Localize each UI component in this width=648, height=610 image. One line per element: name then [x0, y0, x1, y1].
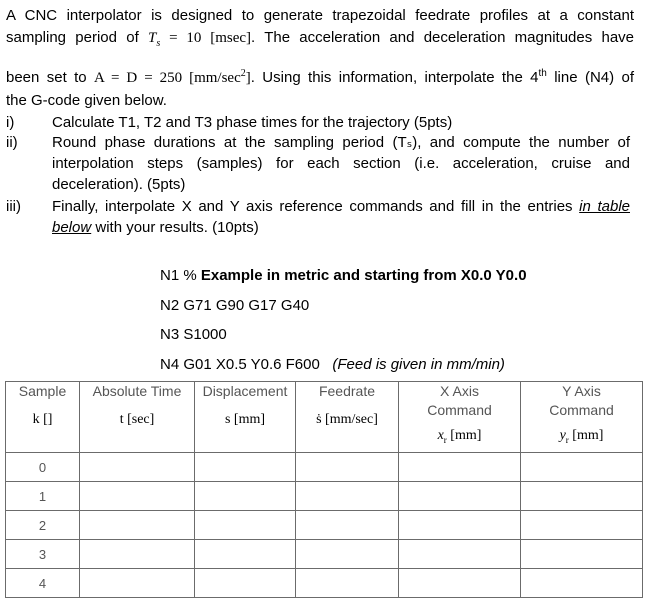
- sample-index: 1: [6, 482, 80, 511]
- task-3-number: iii): [6, 198, 21, 215]
- y-command-cell[interactable]: [521, 569, 643, 598]
- displacement-cell[interactable]: [195, 482, 296, 511]
- feedrate-cell[interactable]: [296, 453, 399, 482]
- displacement-cell[interactable]: [195, 453, 296, 482]
- feedrate-cell[interactable]: [296, 540, 399, 569]
- results-table: [5, 381, 643, 598]
- intro-line-2: sampling period of $T_s = 10$ [msec]. The acceleration and deceleration magnitudes have: [6, 28, 635, 49]
- y-command-cell[interactable]: [521, 511, 643, 540]
- sampling-period-formula: $T_s = 10$ [msec]: [148, 29, 252, 49]
- y-command-cell[interactable]: [521, 540, 643, 569]
- gcode-n2: N2 G71 G90 G17 G40: [160, 297, 310, 314]
- time-cell[interactable]: [80, 511, 195, 540]
- header-y-axis-command: Y Axis Command $y_r$ [mm]: [521, 382, 643, 453]
- intro-line-1: A CNC interpolator is designed to generate trapezoidal feedrate profiles at a constant: [6, 7, 634, 24]
- feedrate-cell[interactable]: [296, 569, 399, 598]
- displacement-cell[interactable]: [195, 511, 296, 540]
- y-command-cell[interactable]: [521, 453, 643, 482]
- intro-line-4: the G-code given below.: [6, 91, 167, 109]
- y-command-cell[interactable]: [521, 482, 643, 511]
- time-cell[interactable]: [80, 453, 195, 482]
- feedrate-cell[interactable]: [296, 482, 399, 511]
- task-1-number: i): [6, 114, 15, 131]
- header-x-axis-command: X Axis Command $x_r$ [mm]: [399, 382, 521, 453]
- sample-index: 4: [6, 569, 80, 598]
- task-1-text: Calculate T1, T2 and T3 phase times for the trajectory (5pts): [52, 114, 453, 131]
- gcode-n3: N3 S1000: [160, 326, 227, 343]
- x-command-cell[interactable]: [399, 482, 521, 511]
- table-row: [6, 482, 643, 511]
- intro-paragraph: [6, 5, 634, 111]
- table-row: [6, 569, 643, 598]
- x-command-cell[interactable]: [399, 540, 521, 569]
- sample-index: 2: [6, 511, 80, 540]
- task-2-number: ii): [6, 134, 18, 151]
- displacement-cell[interactable]: [195, 569, 296, 598]
- sample-index: 3: [6, 540, 80, 569]
- sample-index: 0: [6, 453, 80, 482]
- time-cell[interactable]: [80, 540, 195, 569]
- time-cell[interactable]: [80, 482, 195, 511]
- table-header-row: [6, 382, 643, 453]
- task-3-text: Finally, interpolate X and Y axis reference commands and fill in the entries in table below with your results. (10pts): [52, 198, 630, 236]
- feedrate-cell[interactable]: [296, 511, 399, 540]
- header-feedrate: Feedrate ṡ [mm/sec]: [296, 382, 399, 453]
- x-command-cell[interactable]: [399, 569, 521, 598]
- x-command-cell[interactable]: [399, 453, 521, 482]
- table-row: [6, 453, 643, 482]
- header-sample: Sample k []: [6, 382, 80, 453]
- displacement-cell[interactable]: [195, 540, 296, 569]
- table-row: [6, 540, 643, 569]
- x-command-cell[interactable]: [399, 511, 521, 540]
- time-cell[interactable]: [80, 569, 195, 598]
- gcode-n4: N4 G01 X0.5 Y0.6 F600 (Feed is given in mm/min): [160, 356, 505, 373]
- header-displacement: Displacement s [mm]: [195, 382, 296, 453]
- intro-line-3: been set to A = D = 250 $[mm/\sec^2]$. Using this information, interpolate the 4th line (N4) of: [6, 68, 634, 86]
- gcode-n1: N1 % Example in metric and starting from X0.0 Y0.0: [160, 267, 527, 284]
- header-absolute-time: Absolute Time t [sec]: [80, 382, 195, 453]
- table-reference: in table: [579, 198, 630, 215]
- accel-formula: A = D = 250 $[mm/\sec^2]$: [94, 68, 251, 86]
- task-2-text: Round phase durations at the sampling period (Tₛ), and compute the number of interpolation steps (samples) for each section (i.e. acceleration, cruise and deceleration). (5pts): [52, 134, 630, 193]
- table-row: [6, 511, 643, 540]
